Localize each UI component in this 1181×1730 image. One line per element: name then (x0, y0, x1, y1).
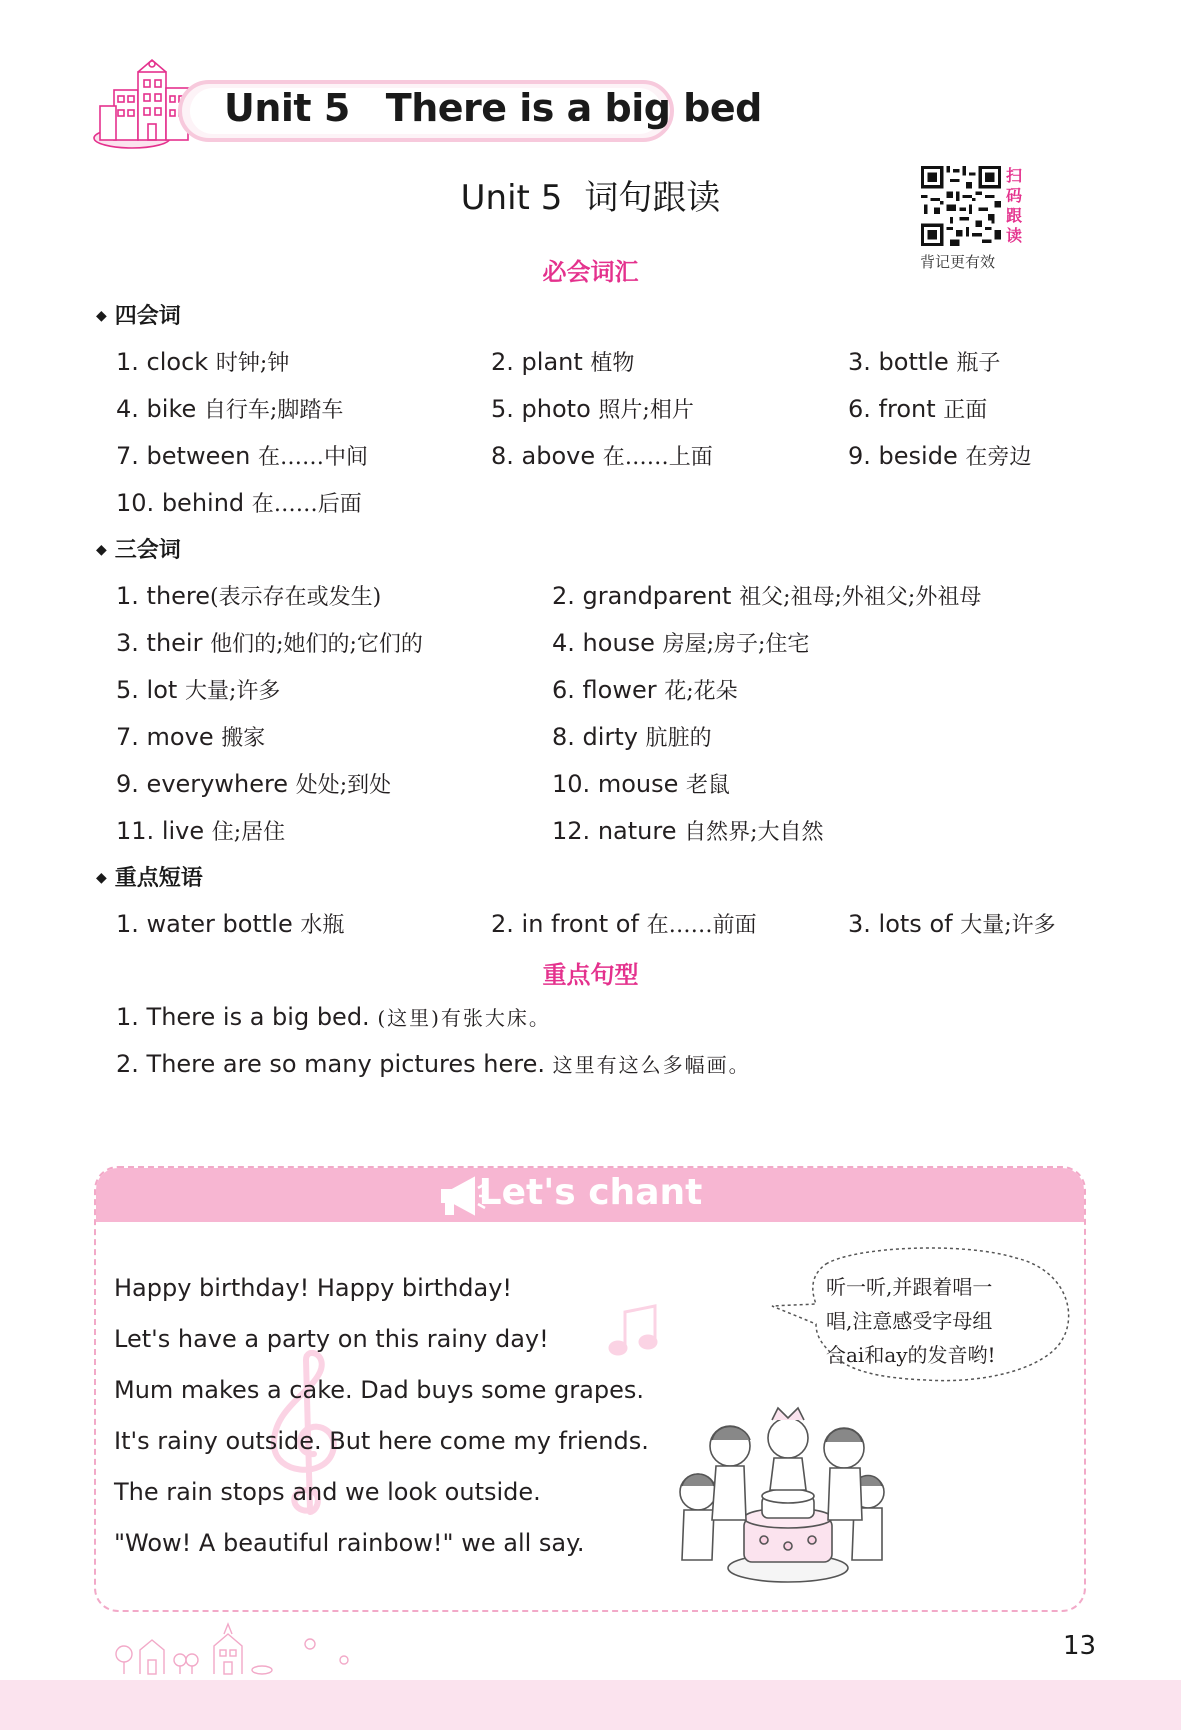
chant-line: It's rainy outside. But here come my friends. (114, 1427, 649, 1455)
vocab-item: 6. flower 花;花朵 (552, 676, 738, 704)
section-heading: Unit 5 词句跟读 (460, 178, 721, 218)
chant-line: Happy birthday! Happy birthday! (114, 1274, 513, 1302)
vocab-item: 10. behind 在……后面 (116, 489, 362, 517)
unit-title: Unit 5 There is a big bed (224, 86, 762, 130)
vocab-item: 4. bike 自行车;脚踏车 (116, 395, 344, 423)
vocab-item: 5. photo 照片;相片 (491, 395, 694, 423)
vocab-item: 10. mouse 老鼠 (552, 770, 731, 798)
vocab-item: 1. there(表示存在或发生) (116, 582, 382, 610)
birthday-party-illustration (668, 1400, 894, 1590)
vocab-item: 7. move 搬家 (116, 723, 266, 751)
vocab-item: 7. between 在……中间 (116, 442, 368, 470)
chant-line: The rain stops and we look outside. (114, 1478, 541, 1506)
vocab-item: 2. grandparent 祖父;祖母;外祖父;外祖母 (552, 582, 982, 610)
chant-line: Let's have a party on this rainy day! (114, 1325, 549, 1353)
vocab-item: 2. plant 植物 (491, 348, 635, 376)
category-three-skills: ◆ 三会词 (96, 538, 181, 563)
qr-caption: 背记更有效 (920, 253, 996, 271)
vocab-item: 1. clock 时钟;钟 (116, 348, 290, 376)
phrase-item: 3. lots of 大量;许多 (848, 910, 1056, 938)
phrase-item: 2. in front of 在……前面 (491, 910, 757, 938)
key-sentence: 2. There are so many pictures here. 这里有这么多幅画。 (116, 1050, 751, 1078)
music-note-icon (604, 1300, 664, 1360)
qr-side-label: 扫 码 跟 读 (1005, 166, 1022, 245)
must-know-heading: 必会词汇 (542, 258, 639, 286)
bubble-text: 听一听,并跟着唱一 唱,注意感受字母组 合ai和ay的发音哟! (826, 1275, 996, 1367)
category-four-skills: ◆ 四会词 (96, 304, 181, 329)
vocab-item: 12. nature 自然界;大自然 (552, 817, 824, 845)
qr-code-icon[interactable] (921, 166, 1001, 246)
category-phrases: ◆ 重点短语 (96, 866, 203, 891)
chant-title: Let's chant (478, 1172, 703, 1213)
chant-line: "Wow! A beautiful rainbow!" we all say. (114, 1529, 585, 1557)
vocab-item: 3. their 他们的;她们的;它们的 (116, 629, 423, 657)
page-number: 13 (1063, 1631, 1097, 1661)
vocab-item: 6. front 正面 (848, 395, 988, 423)
vocab-item: 3. bottle 瓶子 (848, 348, 1001, 376)
footer-band (0, 1680, 1181, 1730)
key-sentences-heading: 重点句型 (542, 961, 639, 989)
vocab-item: 8. above 在……上面 (491, 442, 713, 470)
key-sentence: 1. There is a big bed. (这里)有张大床。 (116, 1003, 551, 1031)
vocab-item: 9. beside 在旁边 (848, 442, 1032, 470)
phrase-item: 1. water bottle 水瓶 (116, 910, 345, 938)
vocab-item: 8. dirty 肮脏的 (552, 723, 712, 751)
chant-line: Mum makes a cake. Dad buys some grapes. (114, 1376, 644, 1404)
vocab-item: 4. house 房屋;房子;住宅 (552, 629, 810, 657)
vocab-item: 5. lot 大量;许多 (116, 676, 281, 704)
vocab-item: 9. everywhere 处处;到处 (116, 770, 392, 798)
footer-town-illustration (110, 1620, 370, 1676)
vocab-item: 11. live 住;居住 (116, 817, 286, 845)
